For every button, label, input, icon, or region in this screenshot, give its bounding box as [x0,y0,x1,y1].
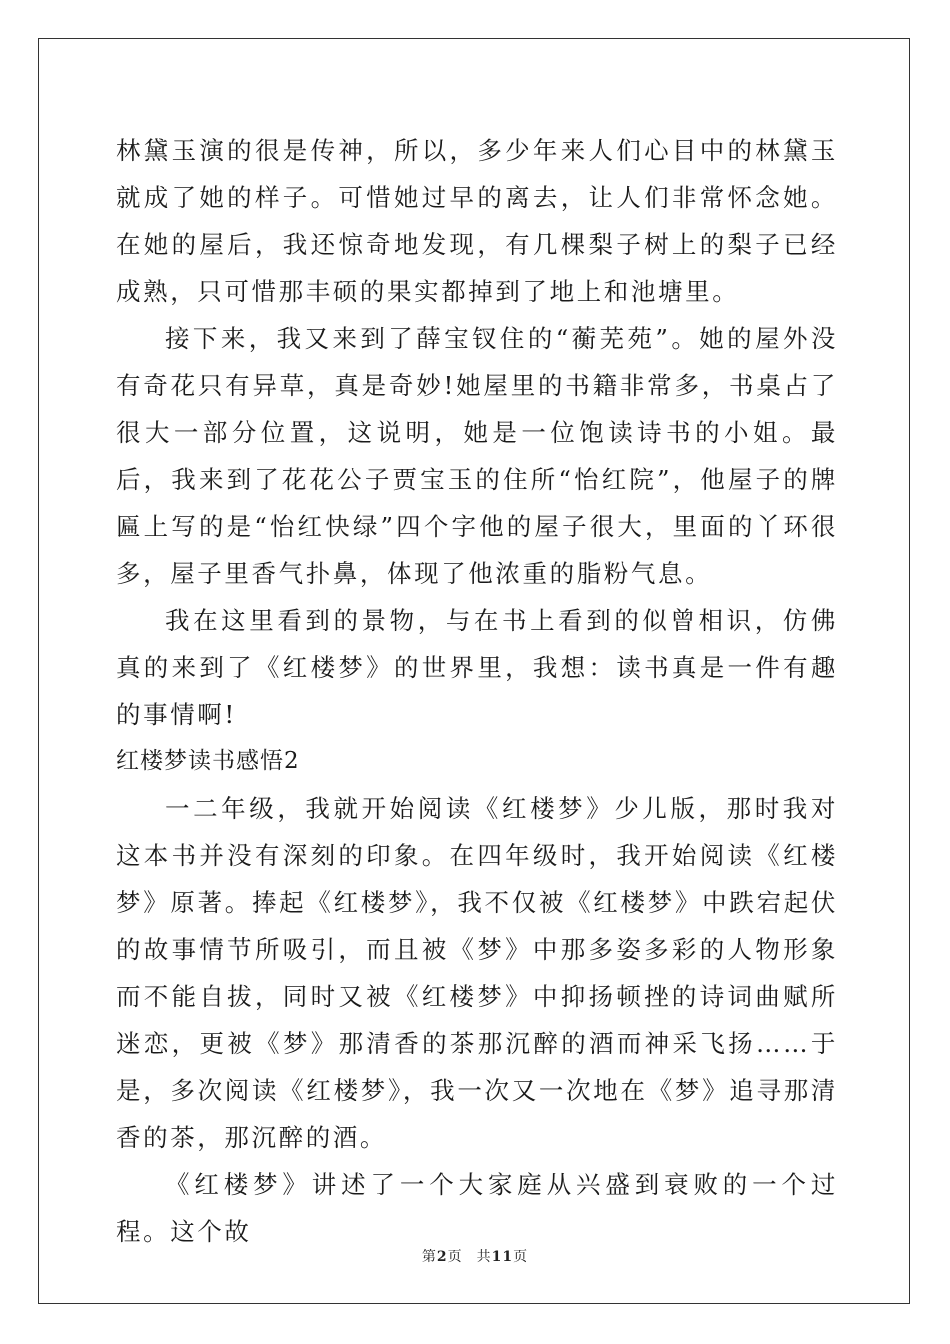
paragraph-conclusion: 我在这里看到的景物，与在书上看到的似曾相识，仿佛真的来到了《红楼梦》的世界里，我想：读书真是一件有趣的事情啊! [116,606,838,729]
section-heading: 红楼梦读书感悟2 [116,748,300,774]
footer-page-suffix: 页 [447,1249,463,1265]
paragraph-hengwu-yuan: 接下来，我又来到了薛宝钗住的“蘅芜苑”。她的屋外没有奇花只有异草，真是奇妙!她屋里的书籍非常多，书桌占了很大一部分位置，这说明，她是一位饱读诗书的小姐。最后，我来到了花花公子贾宝玉的住所“怡红院”，他屋子的牌匾上写的是“怡红快绿”四个字他的屋子很大，里面的丫环很多，屋子里香气扑鼻，体现了他浓重的脂粉气息。 [116,324,838,588]
paragraph-reading-history: 一二年级，我就开始阅读《红楼梦》少儿版，那时我对这本书并没有深刻的印象。在四年级时，我开始阅读《红楼梦》原著。捧起《红楼梦》，我不仅被《红楼梦》中跌宕起伏的故事情节所吸引，而且被《梦》中那多姿多彩的人物形象而不能自拔，同时又被《红楼梦》中抑扬顿挫的诗词曲赋所迷恋，更被《梦》那清香的茶那沉醉的酒而神采飞扬……于是，多次阅读《红楼梦》，我一次又一次地在《梦》追寻那清香的茶，那沉醉的酒。 [116,794,838,1152]
paragraph-continuation: 林黛玉演的很是传神，所以，多少年来人们心目中的林黛玉就成了她的样子。可惜她过早的离去，让人们非常怀念她。在她的屋后，我还惊奇地发现，有几棵梨子树上的梨子已经成熟，只可惜那丰硕的果实都掉到了地上和池塘里。 [116,136,838,306]
paragraph-story-intro: 《红楼梦》讲述了一个大家庭从兴盛到衰败的一个过程。这个故 [116,1170,838,1246]
footer-total-suffix: 页 [513,1249,529,1265]
footer-total-prefix: 共 [476,1249,492,1265]
footer-total-number: 11 [491,1249,514,1265]
footer-page-prefix: 第 [421,1249,437,1265]
footer-page-number: 2 [436,1249,448,1265]
document-body [116,127,838,1255]
page-footer [0,1246,950,1266]
